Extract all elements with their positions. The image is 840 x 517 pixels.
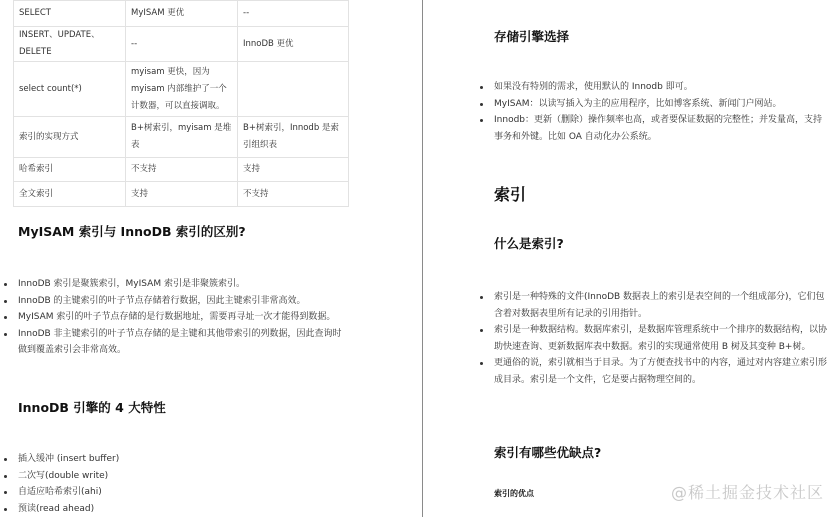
list-item: InnoDB 索引是聚簇索引，MyISAM 索引是非聚簇索引。 [2, 276, 347, 293]
table-cell: 全文索引 [14, 182, 126, 207]
heading-engine-choice: 存储引擎选择 [494, 29, 570, 44]
table-cell: 不支持 [126, 158, 238, 182]
table-cell: -- [238, 1, 349, 27]
table-cell: B+树索引，Innodb 是索引组织表 [238, 117, 349, 158]
watermark: @稀土掘金技术社区 [670, 483, 824, 502]
list-item: Innodb：更新（删除）操作频率也高，或者要保证数据的完整性；并发量高，支持事务和外键。比如 OA 自动化办公系统。 [478, 112, 828, 145]
heading-what-is-index: 什么是索引? [494, 236, 564, 251]
table-cell: SELECT [14, 1, 126, 27]
table-cell [238, 62, 349, 117]
list-item: 二次写(double write) [2, 468, 347, 485]
table-row [14, 158, 349, 182]
engine-comparison-table [13, 0, 349, 207]
table-cell: select count(*) [14, 62, 126, 117]
subheading-index-pros: 索引的优点 [494, 489, 534, 498]
heading-index: 索引 [494, 185, 527, 204]
table-cell: B+树索引，myisam 是堆表 [126, 117, 238, 158]
list-item: 更通俗的说，索引就相当于目录。为了方便查找书中的内容，通过对内容建立索引形成目录。索引是一个文件，它是要占据物理空间的。 [478, 355, 830, 388]
heading-index-diff: MyISAM 索引与 InnoDB 索引的区别? [18, 224, 246, 239]
table-cell: 支持 [126, 182, 238, 207]
innodb-features-list [2, 451, 347, 517]
list-item: MyISAM：以读写插入为主的应用程序，比如博客系统、新闻门户网站。 [478, 96, 828, 113]
table-row [14, 1, 349, 27]
list-item: 如果没有特别的需求，使用默认的 Innodb 即可。 [478, 79, 828, 96]
table-cell: 哈希索引 [14, 158, 126, 182]
table-cell: InnoDB 更优 [238, 27, 349, 62]
table-cell: -- [126, 27, 238, 62]
heading-innodb-features: InnoDB 引擎的 4 大特性 [18, 400, 166, 415]
table-cell: 不支持 [238, 182, 349, 207]
table-row [14, 27, 349, 62]
engine-choice-list [478, 79, 828, 145]
table-row [14, 182, 349, 207]
list-item: InnoDB 非主键索引的叶子节点存储的是主键和其他带索引的列数据，因此查询时做到覆盖索引会非常高效。 [2, 326, 347, 359]
heading-pros-cons: 索引有哪些优缺点? [494, 445, 602, 460]
index-diff-list [2, 276, 347, 359]
list-item: MyISAM 索引的叶子节点存储的是行数据地址，需要再寻址一次才能得到数据。 [2, 309, 347, 326]
table-row [14, 62, 349, 117]
table-row [14, 117, 349, 158]
list-item: 预读(read ahead) [2, 501, 347, 517]
list-item: 索引是一种特殊的文件(InnoDB 数据表上的索引是表空间的一个组成部分)，它们包含着对数据表里所有记录的引用指针。 [478, 289, 830, 322]
list-item: 索引是一种数据结构。数据库索引，是数据库管理系统中一个排序的数据结构，以协助快速查询、更新数据库表中数据。索引的实现通常使用 B 树及其变种 B+树。 [478, 322, 830, 355]
what-is-index-list [478, 289, 830, 388]
table-cell: myisam 更快，因为 myisam 内部维护了一个计数器，可以直接调取。 [126, 62, 238, 117]
table-cell: INSERT、UPDATE、DELETE [14, 27, 126, 62]
list-item: 插入缓冲 (insert buffer) [2, 451, 347, 468]
table-cell: 支持 [238, 158, 349, 182]
table-cell: MyISAM 更优 [126, 1, 238, 27]
list-item: InnoDB 的主键索引的叶子节点存储着行数据，因此主键索引非常高效。 [2, 293, 347, 310]
list-item: 自适应哈希索引(ahi) [2, 484, 347, 501]
table-cell: 索引的实现方式 [14, 117, 126, 158]
right-column [423, 0, 840, 517]
